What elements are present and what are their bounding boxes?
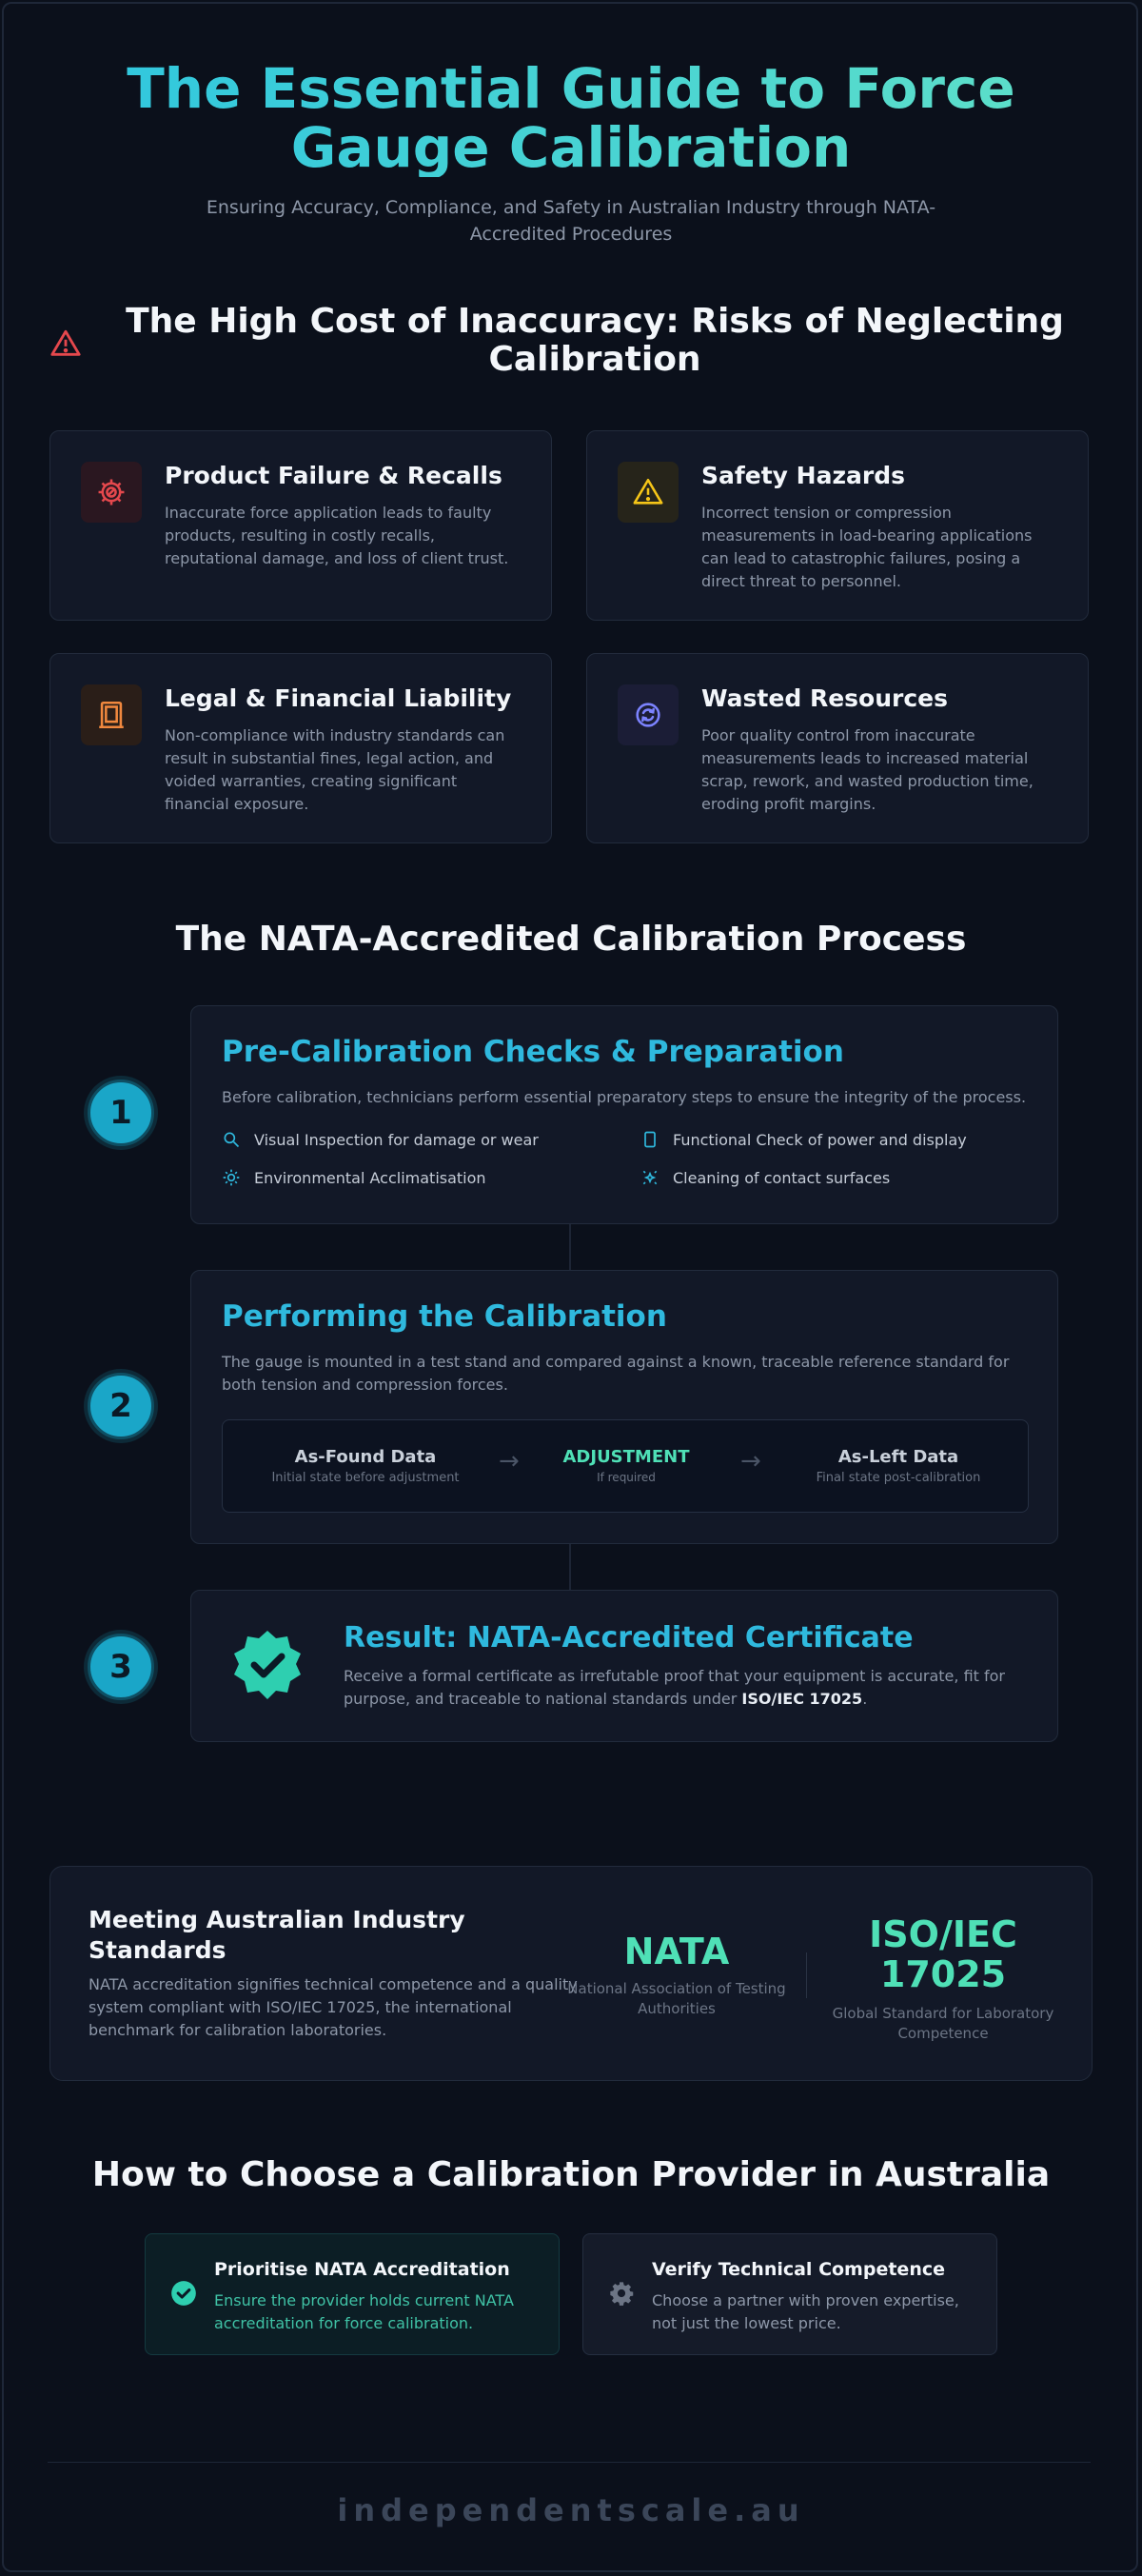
alert-triangle-icon (49, 327, 82, 364)
footer-divider (48, 2462, 1091, 2463)
process-heading: The NATA-Accredited Calibration Process (175, 920, 967, 959)
risk-desc: Poor quality control from inaccurate measurements leads to increased material scrap, rework, and wasted production time, eroding profit margins. (701, 726, 1034, 813)
check-circle-icon (170, 2280, 197, 2310)
iso-badge: ISO/IEC 17025 Global Standard for Laboratory Competence (832, 1913, 1054, 2042)
page-title: The Essential Guide to Force Gauge Calibration (57, 59, 1085, 177)
check-item-visual-inspection: Visual Inspection for damage or wear (222, 1130, 539, 1149)
check-item-functional-check: Functional Check of power and display (640, 1130, 967, 1149)
calibration-flow (222, 1419, 1029, 1513)
step-card-calibration (190, 1270, 1058, 1544)
iso-standard-ref: ISO/IEC 17025 (741, 1690, 863, 1708)
risk-desc: Non-compliance with industry standards can result in substantial fines, legal action, and voided warranties, creating significant financial exposure. (165, 726, 505, 813)
document-icon (81, 684, 142, 745)
step-desc: The gauge is mounted in a test stand and compared against a known, traceable reference standard for both tension and compression forces. (222, 1353, 1010, 1394)
risk-card-legal-liability (49, 653, 552, 843)
standards-title: Meeting Australian Industry Standards (89, 1906, 465, 1964)
choose-desc: Ensure the provider holds current NATA accreditation for force calibration. (214, 2291, 514, 2332)
sparkle-icon (640, 1168, 660, 1187)
flow-as-left: As-Left Data Final state post-calibration (816, 1447, 981, 1485)
step-desc: Receive a formal certificate as irrefutable proof that your equipment is accurate, fit for purpose, and traceable to national standards under ISO/IEC 17025. (344, 1667, 1006, 1708)
flow-adjustment: ADJUSTMENT If required (562, 1447, 690, 1484)
choose-title: Prioritise NATA Accreditation (214, 2259, 510, 2280)
standards-box (49, 1866, 1093, 2081)
choose-title: Verify Technical Competence (652, 2259, 945, 2280)
verified-badge-icon (229, 1629, 305, 1709)
arrow-right-icon: → (499, 1447, 520, 1476)
step-card-preparation (190, 1005, 1058, 1224)
step-number-1: 1 (88, 1080, 154, 1146)
risk-title: Safety Hazards (701, 462, 905, 489)
warning-icon (618, 462, 679, 523)
step-title: Pre-Calibration Checks & Preparation (222, 1035, 844, 1069)
flow-as-found: As-Found Data Initial state before adjustment (271, 1447, 460, 1485)
risk-title: Wasted Resources (701, 684, 948, 712)
cog-icon (608, 2280, 635, 2310)
standards-desc: NATA accreditation signifies technical competence and a quality system compliant with ISO/IEC 17025, the international benchmark for calibration laboratories. (89, 1975, 578, 2039)
choose-heading: How to Choose a Calibration Provider in Australia (91, 2155, 1051, 2194)
footer-site: independentscale.au (337, 2492, 805, 2528)
recycle-icon (618, 684, 679, 745)
arrow-right-icon: → (740, 1447, 761, 1476)
choose-card-competence (582, 2233, 997, 2355)
search-icon (222, 1130, 241, 1149)
step-number-2: 2 (88, 1373, 154, 1439)
choose-card-nata (145, 2233, 560, 2355)
check-item-acclimatisation: Environmental Acclimatisation (222, 1168, 486, 1187)
page-subtitle: Ensuring Accuracy, Compliance, and Safety in Australian Industry through NATA-Accredited Procedures (206, 197, 936, 245)
risk-card-safety-hazards (586, 430, 1089, 621)
choose-desc: Choose a partner with proven expertise, not just the lowest price. (652, 2291, 959, 2332)
risk-title: Legal & Financial Liability (165, 684, 512, 712)
step-number-3: 3 (88, 1634, 154, 1700)
device-icon (640, 1130, 660, 1149)
step-title: Result: NATA-Accredited Certificate (344, 1621, 914, 1655)
step-desc: Before calibration, technicians perform essential preparatory steps to ensure the integrity of the process. (222, 1088, 1027, 1106)
risks-heading: The High Cost of Inaccuracy: Risks of Neglecting Calibration (126, 302, 1064, 379)
step-card-certificate (190, 1590, 1058, 1742)
nata-badge: NATA National Association of Testing Authorities (567, 1931, 786, 2017)
check-item-cleaning: Cleaning of contact surfaces (640, 1168, 890, 1187)
gear-icon (81, 462, 142, 523)
standards-divider (806, 1952, 807, 1998)
step-title: Performing the Calibration (222, 1299, 667, 1334)
risk-card-product-failure (49, 430, 552, 621)
risk-title: Product Failure & Recalls (165, 462, 502, 489)
sun-icon (222, 1168, 241, 1187)
risk-card-wasted-resources (586, 653, 1089, 843)
risk-desc: Incorrect tension or compression measurements in load-bearing applications can lead to catastrophic failures, posing a direct threat to personnel. (701, 504, 1033, 590)
risk-desc: Inaccurate force application leads to faulty products, resulting in costly recalls, reputational damage, and loss of client trust. (165, 504, 509, 567)
